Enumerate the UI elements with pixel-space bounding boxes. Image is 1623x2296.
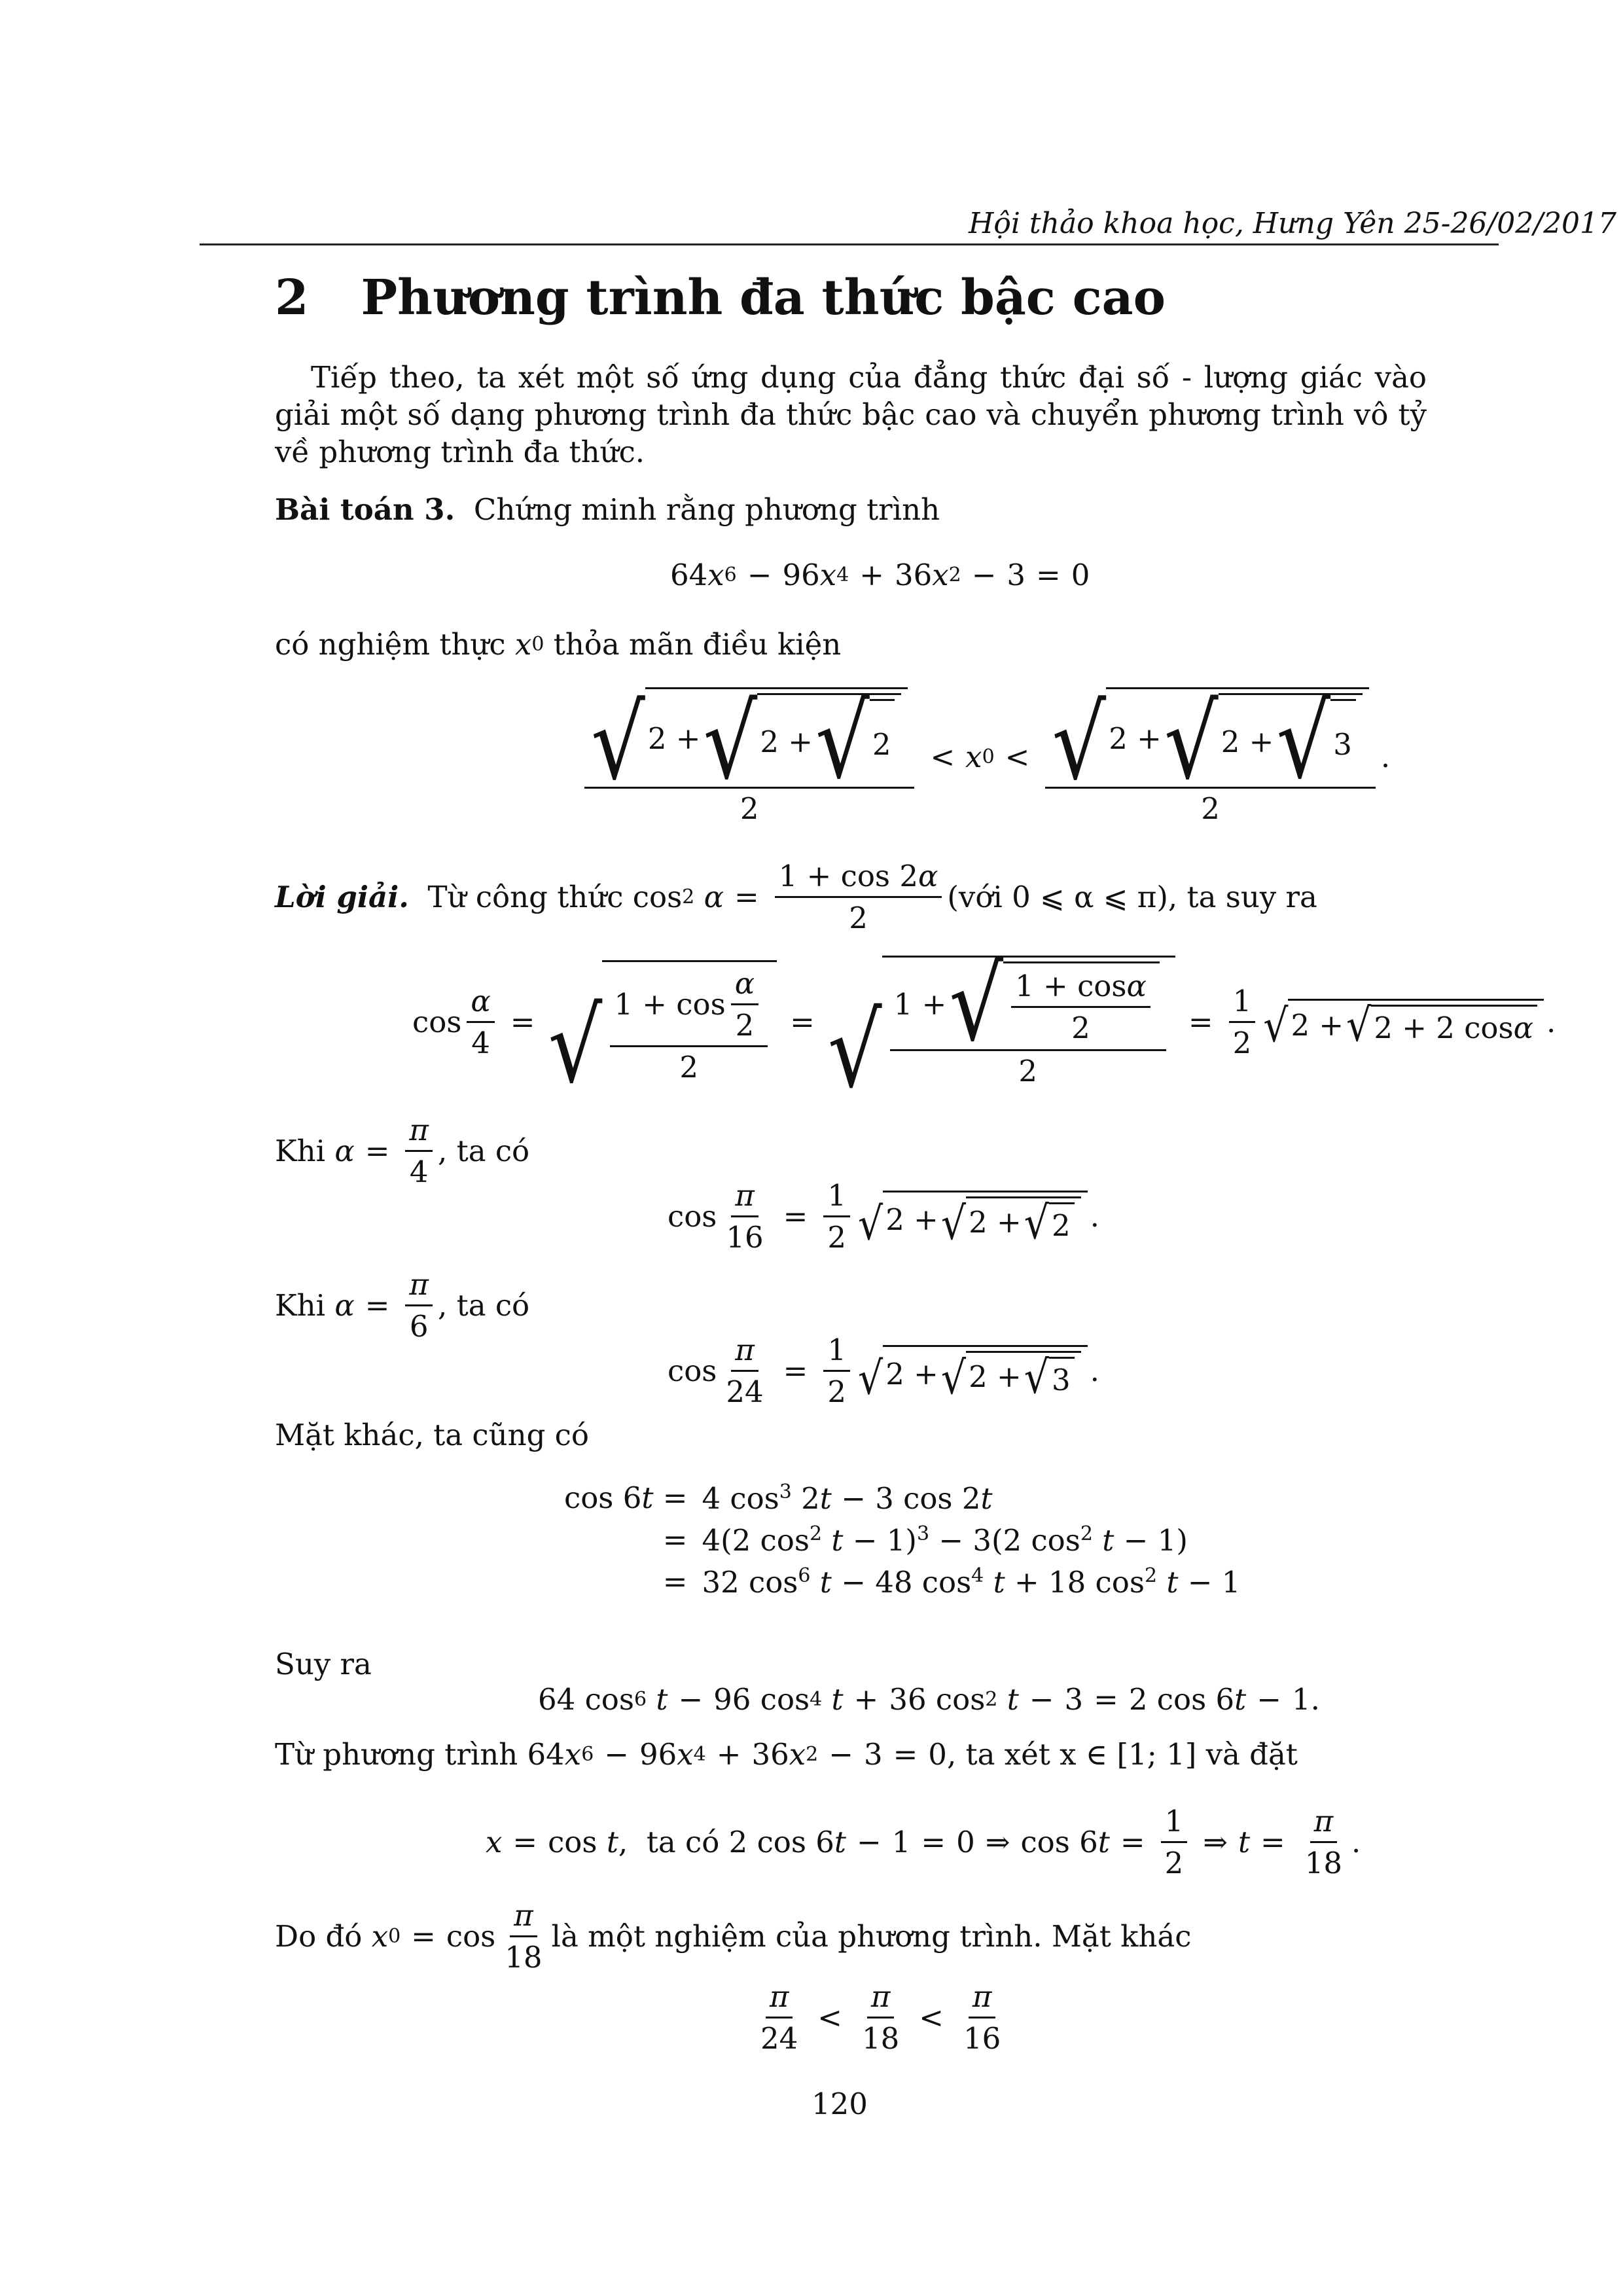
running-header: Hội thảo khoa học, Hưng Yên 25-26/02/2017 (969, 207, 1617, 240)
equation-substitution: x = cos t , ta có 2 cos 6 t − 1 = 0 ⇒ cos 6 t = $\frac{1}{2}$ ⇒ t = $\frac{\pi}{18}$ . (486, 1804, 1361, 1880)
problem-statement: Chứng minh rằng phương trình (473, 492, 940, 527)
mat-khac-line: Mặt khác, ta cũng có (275, 1418, 589, 1452)
page-number: 120 (812, 2087, 868, 2121)
intro-paragraph: Tiếp theo, ta xét một số ứng dụng của đẳng thức đại số - lượng giác vào giải một số dạng phương trình đa thức bậc cao và chuyển phương trình vô tỷ về phương trình đa thức. (275, 360, 1427, 469)
when-label-2: Khi (275, 1288, 325, 1323)
when-label-1: Khi (275, 1134, 325, 1168)
section-title: Phương trình đa thức bậc cao (361, 270, 1166, 326)
problem-line (275, 492, 940, 527)
from-equation-line: Từ phương trình 64 x 6 − 96 x 4 + 36 x 2 − 3 = 0 , ta xét x ∈ [1; 1] và đặt (275, 1737, 1298, 1772)
case-pi-4: Khi α = $\frac{\pi}{4}$ , ta có (275, 1113, 530, 1189)
do-do-suffix: là một nghiệm của phương trình. Mặt khác (551, 1919, 1192, 1954)
equation-identity: 64 cos 6 t − 96 cos 4 t + 36 cos 2 t − 3 = 2 cos 6 t − 1. (538, 1682, 1320, 1717)
equation-cos-pi-16: cos $\frac{\pi}{16}$ = $\frac{1}{2}$ √ 2 + √ 2 + √ 2 . (668, 1178, 1099, 1255)
inequality-bounds: √ 2 + √ 2 + √ 2 2 < x 0 < √ 2 + √ 2 + √ 3 2 . (579, 687, 1390, 826)
formula-intro: Từ công thức (427, 880, 624, 914)
condition-line: có nghiệm thực x 0 thỏa mãn điều kiện (275, 627, 842, 662)
section-heading (275, 270, 1166, 326)
header-rule (200, 243, 1499, 245)
do-do-line: Do đó x 0 = cos $\frac{\pi}{18}$ là một nghiệm của phương trình. Mặt khác (275, 1898, 1192, 1975)
problem-label: Bài toán 3. (275, 492, 455, 527)
suy-ra-line: Suy ra (275, 1647, 372, 1681)
from-eq-suffix: , ta xét x ∈ [1; 1] và đặt (946, 1737, 1298, 1772)
dat-ta-co: ta có (646, 1825, 720, 1859)
case-pi-6: Khi α = $\frac{\pi}{6}$ , ta có (275, 1267, 530, 1344)
condition-intro: có nghiệm thực (275, 627, 506, 662)
do-do-prefix: Do đó (275, 1919, 363, 1954)
range-note: (với 0 ⩽ α ⩽ π), ta suy ra (947, 880, 1317, 914)
equation-cos6t-expansion: cos 6t = 4 $\cos^3 2t - 3$ cos 2t = 4(2 $\cos^2 t - 1)^3 - 3(2$ $\cos^2 t - 1$) = 32 $\cos^6 t - 48$ $\cos^4 t + 18$ $\cos^2 t - 1$ (564, 1480, 1241, 1600)
equation-cos-quarter: cos $\frac{\alpha}{4}$ = √ 1 + cos $\frac{\alpha}{2}$ 2 = √ 1 + √ 1 + cos α 2 2 = $\frac{1}{2}$ √ 2 + √ 2 + 2 cos α . (412, 944, 1556, 1111)
equation-cos-pi-24: cos $\frac{\pi}{24}$ = $\frac{1}{2}$ √ 2 + √ 2 + √ 3 . (668, 1333, 1099, 1409)
equation-polynomial: 64 x 6 − 96 x 4 + 36 x 2 − 3 = 0 (670, 558, 1090, 592)
section-number: 2 (275, 270, 309, 326)
condition-tail: thỏa mãn điều kiện (553, 627, 842, 662)
from-eq-prefix: Từ phương trình (275, 1737, 518, 1772)
ta-co-2: , ta có (438, 1288, 530, 1323)
ta-co-1: , ta có (438, 1134, 530, 1168)
solution-line: Lời giải. Từ công thức cos 2 α = 1 + cos 2 α 2 (với 0 ⩽ α ⩽ π), ta suy ra (275, 859, 1317, 935)
solution-label: Lời giải. (275, 880, 409, 914)
equation-pi-inequality: $\frac{\pi}{24}$ < $\frac{\pi}{18}$ < $\frac{\pi}{16}$ (760, 1979, 1001, 2056)
